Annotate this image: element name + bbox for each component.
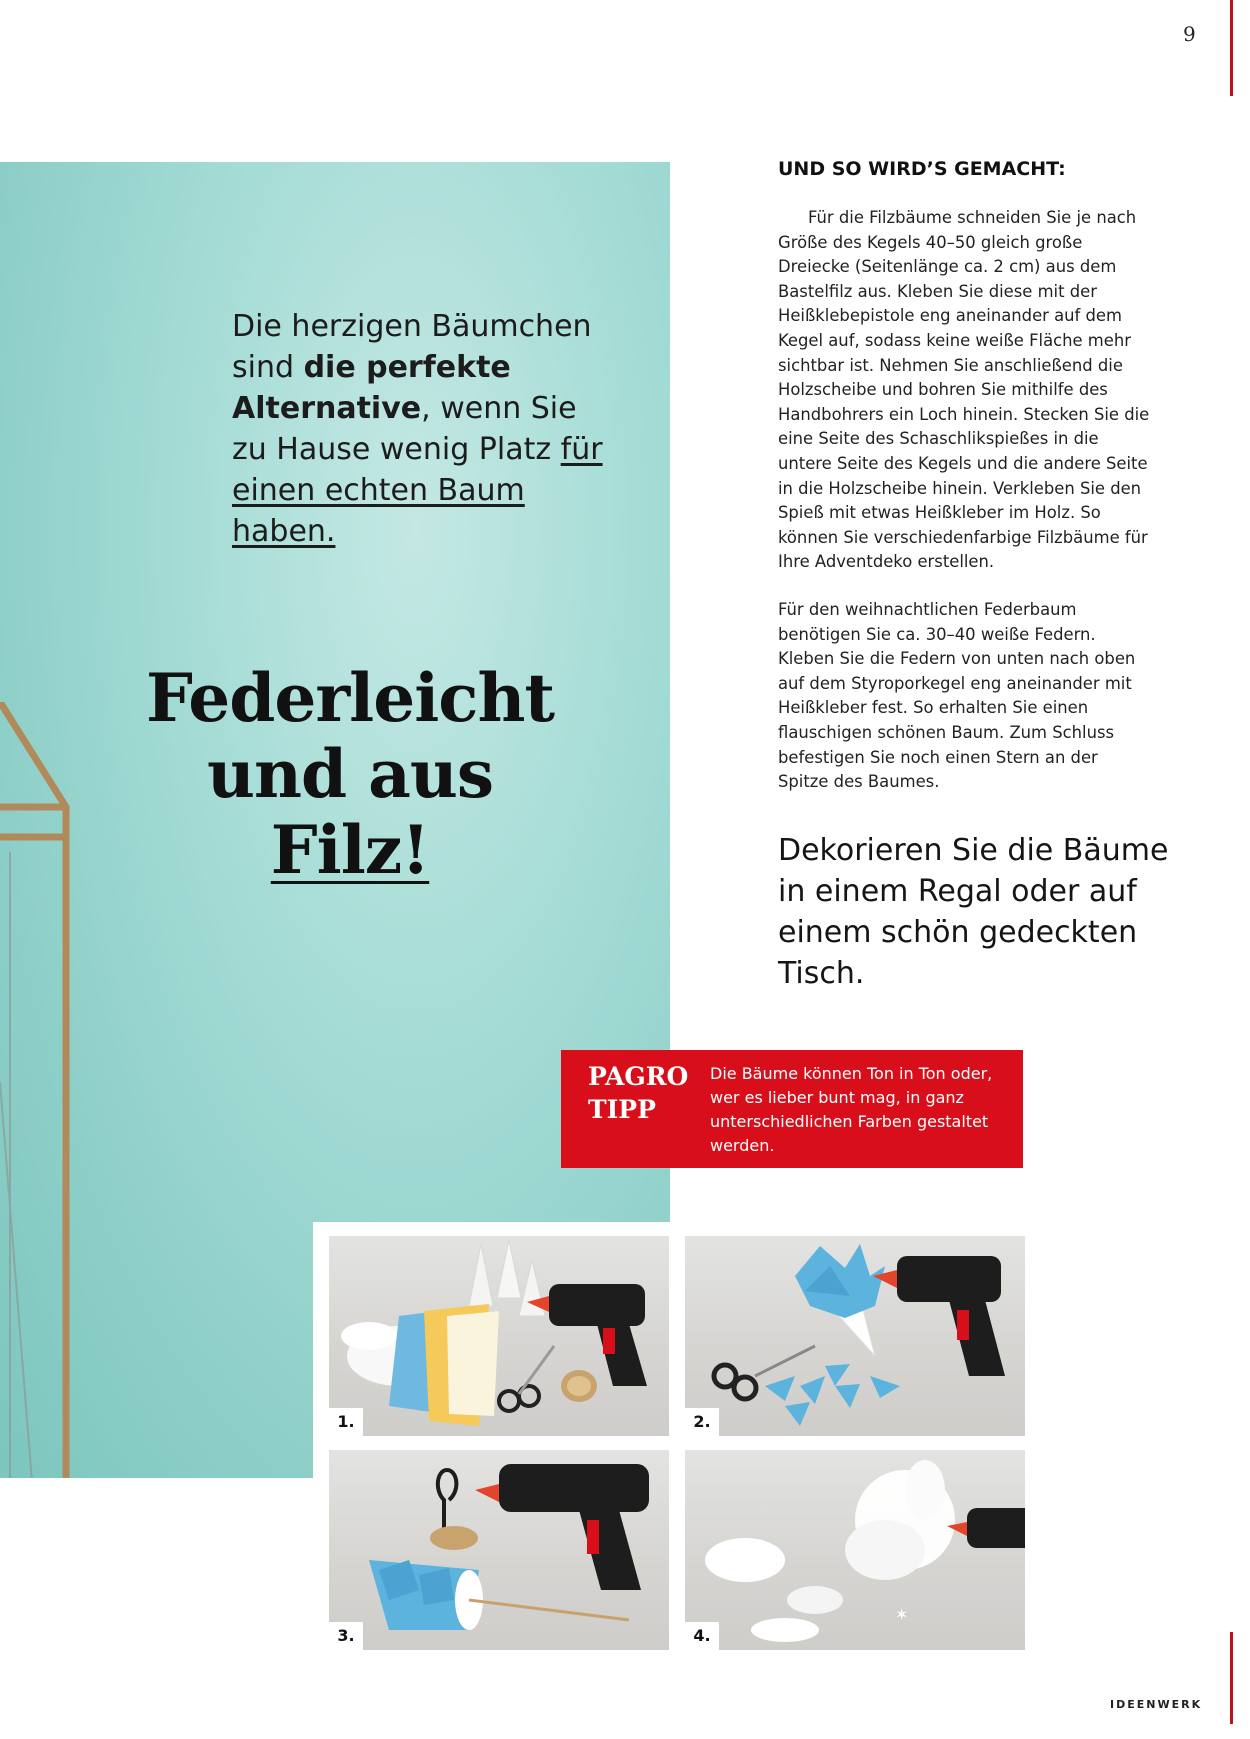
intro-part1: Die herzigen Bäumchen sind <box>232 309 592 385</box>
step-1-illustration <box>329 1236 669 1436</box>
step-4-illustration <box>685 1450 1025 1650</box>
tipp-label-line1: PAGRO <box>588 1062 689 1091</box>
step-photo-1 <box>329 1236 669 1436</box>
intro-text <box>232 306 612 552</box>
intro-part2: , wenn Sie zu Hause wenig Platz <box>232 391 577 467</box>
bottom-accent-rule <box>1230 1632 1233 1724</box>
tipp-text: Die Bäume können Ton in Ton oder, wer es lieber bunt mag, in ganz unterschiedlichen Farben gestaltet werden. <box>710 1064 993 1155</box>
headline-line1: Federleicht <box>146 659 554 737</box>
step-photo-2 <box>685 1236 1025 1436</box>
star-icon: ✶ <box>895 1605 909 1624</box>
headline-line2: und aus <box>206 735 493 813</box>
step-label-4: 4. <box>685 1622 719 1650</box>
step-photo-3 <box>329 1450 669 1650</box>
intro-bold: die perfekte Alternative <box>232 350 511 426</box>
lantern-frame-illustration <box>0 702 90 1478</box>
tipp-label <box>588 1060 698 1126</box>
headline-line3: Filz! <box>270 811 430 889</box>
headline <box>140 660 560 888</box>
tipp-label-line2: TIPP <box>588 1095 656 1124</box>
top-accent-rule <box>1230 0 1233 96</box>
instructions-paragraph-2: Für den weihnachtlichen Federbaum benötigen Sie ca. 30–40 weiße Federn. Kleben Sie die Federn von unten nach oben auf dem Styroporkegel eng aneinander mit Heißkleber fest. So erhalten Sie einen flauschigen schönen Baum. Zum Schluss befestigen Sie noch einen Stern an der Spitze des Baumes. <box>778 600 1136 792</box>
pagro-tipp-box <box>561 1050 1023 1168</box>
step-label-2: 2. <box>685 1408 719 1436</box>
intro-underlined: für einen echten Baum haben. <box>232 432 603 549</box>
callout-text: Dekorieren Sie die Bäume in einem Regal oder auf einem schön gedeckten Tisch. <box>778 833 1169 991</box>
step-2-illustration <box>685 1236 1025 1436</box>
step-label-3: 3. <box>329 1622 363 1650</box>
step-3-illustration <box>329 1450 669 1650</box>
instructions-heading: UND SO WIRD’S GEMACHT: <box>778 158 1066 180</box>
step-photo-4 <box>685 1450 1025 1650</box>
step-label-1: 1. <box>329 1408 363 1436</box>
page-number: 9 <box>1183 22 1196 46</box>
instructions-paragraph-1: Für die Filzbäume schneiden Sie je nach Größe des Kegels 40–50 gleich große Dreiecke (Seitenlänge ca. 2 cm) aus dem Bastelfilz aus. Kleben Sie diese mit der Heißklebepistole eng aneinander auf dem Kegel auf, sodass keine weiße Fläche mehr sichtbar ist. Nehmen Sie anschließend die Holzscheibe und bohren Sie mithilfe des Handbohrers ein Loch hinein. Stecken Sie die eine Seite des Schaschlikspießes in die untere Seite des Kegels und die andere Seite in die Holzscheibe hinein. Verkleben Sie den Spieß mit etwas Heißkleber im Holz. So können Sie verschiedenfarbige Filzbäume für Ihre Adventdeko erstellen. <box>778 208 1150 572</box>
footer-brand: IDEENWERK <box>1110 1698 1203 1711</box>
